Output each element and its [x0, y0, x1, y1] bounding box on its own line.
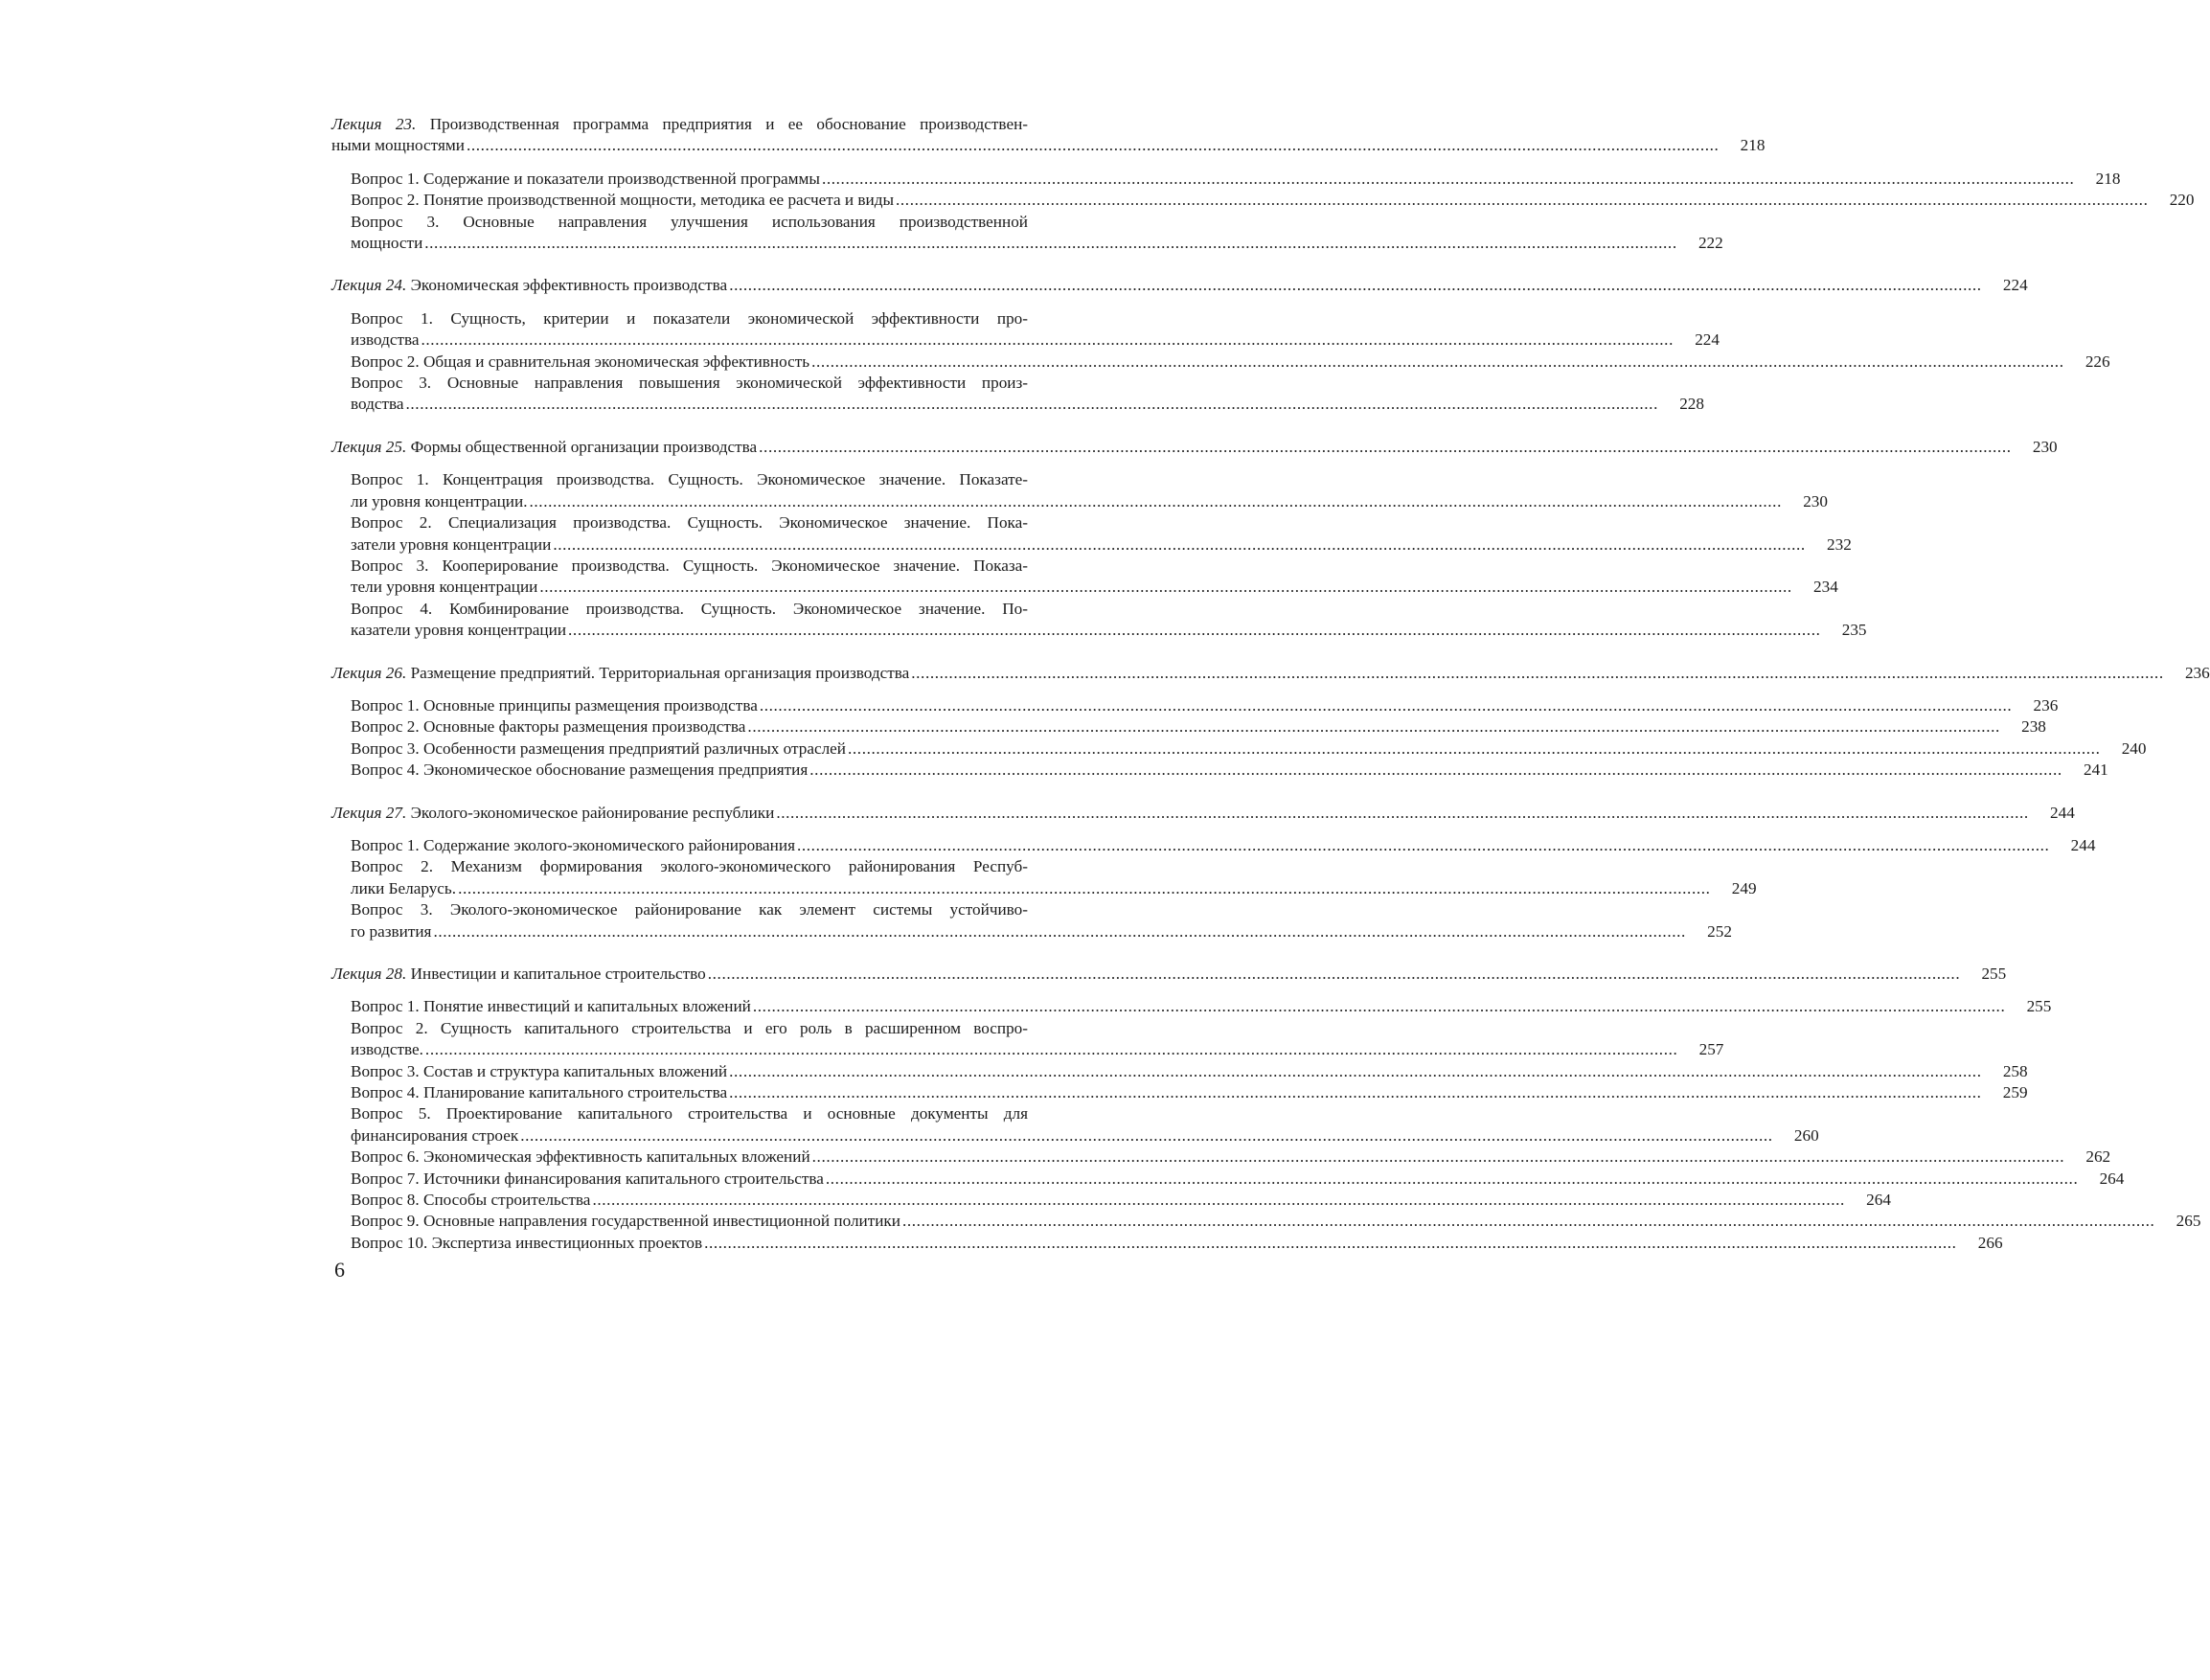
question-line	[351, 1211, 2201, 1232]
lecture-block	[331, 437, 2058, 642]
entry-title: Инвестиции и капитальное строительство	[410, 965, 706, 983]
dot-leader: ...........................................................................................................................................................................................................................................................................	[424, 1040, 1678, 1059]
question-entry	[331, 1103, 1819, 1146]
dot-leader: ...........................................................................................................................................................................................................................................................................	[809, 761, 2062, 780]
question-entry	[331, 1233, 2003, 1254]
page-ref: 232	[1827, 534, 1852, 554]
entry-text	[331, 964, 706, 985]
question-line	[351, 190, 2195, 211]
lecture-label: Лекция 27.	[331, 803, 407, 822]
dot-leader: ...........................................................................................................................................................................................................................................................................	[821, 169, 2075, 188]
entry-text	[351, 1061, 727, 1082]
dot-leader: ...........................................................................................................................................................................................................................................................................	[553, 534, 1806, 554]
entry-title: финансирования строек	[351, 1125, 519, 1145]
entry-text	[351, 352, 809, 373]
entry-title: изводства	[351, 330, 420, 350]
page-ref: 265	[2176, 1212, 2201, 1231]
page-ref: 222	[1697, 234, 1723, 253]
dot-leader: ...........................................................................................................................................................................................................................................................................	[752, 997, 2006, 1016]
lecture-title: Производственная программа предприятия и ее обоснование производствен-	[429, 115, 1028, 133]
entry-title: Вопрос 8. Способы строительства	[351, 1191, 591, 1210]
dot-leader: ...........................................................................................................................................................................................................................................................................	[759, 437, 2012, 456]
dot-leader: ...........................................................................................................................................................................................................................................................................	[796, 835, 2050, 854]
page-ref: 266	[1977, 1233, 2003, 1252]
entry-title: Размещение предприятий. Территориальная организация производства	[410, 663, 910, 682]
page-ref: 236	[2033, 695, 2059, 715]
page-ref: 236	[2184, 663, 2210, 682]
dot-leader: ...........................................................................................................................................................................................................................................................................	[825, 1169, 2079, 1188]
question-line	[351, 169, 2121, 190]
dot-leader: ...........................................................................................................................................................................................................................................................................	[776, 803, 2029, 822]
question-line	[351, 695, 2059, 716]
entry-title: Экономическая эффективность производства	[410, 276, 728, 295]
question-entry	[331, 1169, 2125, 1190]
entry-text	[351, 1039, 423, 1060]
page-number: 6	[334, 1258, 345, 1282]
lecture-label: Лекция 25.	[331, 437, 407, 456]
question-entry	[331, 352, 2110, 373]
lecture-title-line	[331, 135, 1766, 156]
page-ref: 220	[2169, 191, 2195, 210]
lecture-block	[331, 114, 2195, 254]
dot-leader: ...........................................................................................................................................................................................................................................................................	[707, 965, 1961, 983]
entry-title: изводстве.	[351, 1040, 423, 1059]
question-line	[351, 996, 2052, 1017]
question-entry	[331, 738, 2147, 760]
entry-title: казатели уровня концентрации	[351, 621, 567, 640]
entry-title: водства	[351, 395, 404, 414]
lecture-title-line	[331, 964, 2007, 985]
entry-text	[351, 1169, 824, 1190]
entry-title: Вопрос 4. Экономическое обоснование размещения предприятия	[351, 761, 809, 780]
dot-leader: ...........................................................................................................................................................................................................................................................................	[729, 1083, 1982, 1102]
lecture-title-line	[331, 437, 2058, 458]
question-line	[351, 233, 1723, 254]
entry-title: Вопрос 2. Общая и сравнительная экономическая эффективность	[351, 352, 810, 371]
page-ref: 260	[1793, 1125, 1819, 1145]
entry-text	[351, 169, 820, 190]
page-ref: 240	[2121, 738, 2147, 758]
dot-leader: ...........................................................................................................................................................................................................................................................................	[747, 717, 2000, 737]
entry-text	[351, 491, 528, 512]
entry-text	[351, 1082, 727, 1103]
entry-title: Вопрос 2. Основные факторы размещения производства	[351, 717, 746, 737]
question-entry	[331, 1082, 2028, 1103]
lecture-title-line	[331, 803, 2075, 824]
lecture-heading	[331, 663, 2210, 684]
question-line	[351, 1039, 1724, 1060]
entry-title: Вопрос 6. Экономическая эффективность капитальных вложений	[351, 1147, 810, 1167]
question-line: Вопрос 1. Концентрация производства. Сущность. Экономическое значение. Показате-	[351, 470, 1028, 489]
dot-leader: ...........................................................................................................................................................................................................................................................................	[704, 1233, 1957, 1252]
question-entry	[331, 760, 2108, 781]
entry-title: Вопрос 10. Экспертиза инвестиционных проектов	[351, 1233, 703, 1252]
dot-leader: ...........................................................................................................................................................................................................................................................................	[424, 234, 1677, 253]
question-line	[351, 1125, 1819, 1146]
lecture-block	[331, 275, 2110, 415]
question-line: Вопрос 1. Сущность, критерии и показатели экономической эффективности про-	[351, 308, 1028, 328]
entry-text	[351, 996, 751, 1017]
dot-leader: ...........................................................................................................................................................................................................................................................................	[520, 1125, 1773, 1145]
entry-text	[331, 663, 909, 684]
entry-title: Вопрос 1. Основные принципы размещения производства	[351, 695, 758, 715]
entry-text	[351, 835, 795, 856]
lecture-label: Лекция 24.	[331, 276, 407, 295]
question-entry	[331, 1146, 2111, 1168]
question-line: Вопрос 2. Механизм формирования эколого-экономического районирования Респуб-	[351, 857, 1028, 876]
lecture-title-line	[331, 275, 2028, 296]
table-of-contents	[331, 114, 2210, 1254]
question-entry	[331, 899, 1732, 942]
dot-leader: ...........................................................................................................................................................................................................................................................................	[433, 921, 1686, 941]
question-entry	[331, 996, 2052, 1017]
question-line	[351, 835, 2096, 856]
lecture-heading	[331, 114, 1766, 157]
entry-text	[351, 878, 456, 899]
question-entry	[331, 212, 1723, 255]
question-line	[351, 760, 2108, 781]
question-entry	[331, 695, 2059, 716]
lecture-block	[331, 663, 2210, 782]
question-entry	[331, 512, 1852, 556]
lecture-heading	[331, 275, 2028, 296]
entry-text	[331, 803, 774, 824]
question-line	[351, 1233, 2003, 1254]
page-ref: 258	[2002, 1061, 2028, 1080]
entry-title: тели уровня концентрации	[351, 578, 538, 597]
page-ref: 224	[1695, 330, 1720, 350]
question-entry	[331, 1211, 2201, 1232]
entry-text	[351, 233, 422, 254]
lecture-label: Лекция 23.	[331, 115, 417, 133]
question-line	[351, 534, 1852, 556]
entry-text	[331, 437, 757, 458]
entry-text	[351, 394, 404, 415]
page-ref: 224	[2002, 276, 2028, 295]
question-line: Вопрос 5. Проектирование капитального строительства и основные документы для	[351, 1104, 1028, 1124]
entry-text	[351, 534, 551, 556]
page-ref: 249	[1731, 878, 1757, 897]
page-ref: 234	[1813, 578, 1838, 597]
entry-text	[351, 1190, 590, 1211]
question-line	[351, 878, 1757, 899]
question-entry	[331, 373, 1704, 416]
entry-text	[351, 577, 537, 598]
page-ref: 218	[2095, 169, 2121, 188]
page-ref: 257	[1698, 1040, 1724, 1059]
question-entry	[331, 716, 2046, 738]
entry-title: Формы общественной организации производства	[410, 437, 758, 456]
page-ref: 255	[2026, 997, 2052, 1016]
question-entry	[331, 599, 1867, 642]
dot-leader: ...........................................................................................................................................................................................................................................................................	[848, 738, 2101, 758]
entry-title: Вопрос 1. Содержание и показатели производственной программы	[351, 169, 820, 188]
entry-text	[351, 190, 894, 211]
entry-text	[331, 275, 727, 296]
question-line	[351, 1169, 2125, 1190]
question-line: Вопрос 4. Комбинирование производства. Сущность. Экономическое значение. По-	[351, 599, 1028, 618]
entry-text	[351, 760, 808, 781]
entry-title: Вопрос 3. Состав и структура капитальных вложений	[351, 1061, 728, 1080]
entry-title: Вопрос 2. Понятие производственной мощности, методика ее расчета и виды	[351, 191, 894, 210]
entry-text	[351, 1146, 810, 1168]
entry-text	[351, 738, 846, 760]
entry-text	[351, 921, 431, 942]
question-line	[351, 738, 2147, 760]
lecture-label: Лекция 28.	[331, 965, 407, 983]
page-ref: 244	[2050, 803, 2075, 822]
lecture-block	[331, 803, 2096, 942]
entry-title: затели уровня концентрации	[351, 534, 552, 554]
page-ref: 241	[2083, 761, 2108, 780]
page-ref: 226	[2085, 352, 2110, 371]
entry-title: мощности	[351, 234, 423, 253]
question-entry	[331, 1190, 1891, 1211]
dot-leader: ...........................................................................................................................................................................................................................................................................	[729, 1061, 1982, 1080]
page-ref: 262	[2085, 1147, 2111, 1167]
entry-text	[351, 1125, 518, 1146]
question-line: Вопрос 2. Сущность капитального строительства и его роль в расширенном воспро-	[351, 1018, 1028, 1037]
lecture-heading	[331, 964, 2007, 985]
entry-title: го развития	[351, 921, 432, 941]
question-line	[351, 620, 1867, 641]
entry-title: лики Беларусь.	[351, 878, 457, 897]
question-entry	[331, 1018, 1724, 1061]
entry-title: Вопрос 9. Основные направления государственной инвестиционной политики	[351, 1212, 900, 1231]
dot-leader: ...........................................................................................................................................................................................................................................................................	[568, 621, 1821, 640]
entry-title: Эколого-экономическое районирование республики	[410, 803, 775, 822]
page-ref: 255	[1981, 965, 2007, 983]
entry-title: Вопрос 7. Источники финансирования капитального строительства	[351, 1169, 824, 1188]
page-ref: 230	[2032, 437, 2058, 456]
entry-text	[351, 620, 566, 641]
page-ref: 235	[1841, 621, 1867, 640]
question-entry	[331, 835, 2096, 856]
dot-leader: ...........................................................................................................................................................................................................................................................................	[458, 878, 1711, 897]
dot-leader: ...........................................................................................................................................................................................................................................................................	[539, 578, 1792, 597]
entry-title: Вопрос 3. Особенности размещения предприятий различных отраслей	[351, 738, 847, 758]
entry-title: ными мощностями	[331, 136, 465, 155]
question-entry	[331, 169, 2121, 190]
question-line: Вопрос 3. Эколого-экономическое районирование как элемент системы устойчиво-	[351, 900, 1028, 919]
question-line: Вопрос 2. Специализация производства. Сущность. Экономическое значение. Пока-	[351, 513, 1028, 533]
dot-leader: ...........................................................................................................................................................................................................................................................................	[901, 1212, 2155, 1231]
lecture-title-line	[331, 114, 1074, 135]
question-entry	[331, 308, 1720, 352]
question-line	[351, 921, 1732, 942]
lecture-block	[331, 964, 2201, 1254]
entry-title: Вопрос 1. Содержание эколого-экономического районирования	[351, 835, 795, 854]
question-line	[351, 329, 1720, 351]
dot-leader: ...........................................................................................................................................................................................................................................................................	[896, 191, 2149, 210]
dot-leader: ...........................................................................................................................................................................................................................................................................	[811, 352, 2064, 371]
question-line: Вопрос 3. Основные направления повышения экономической эффективности произ-	[351, 374, 1028, 393]
page-ref: 244	[2070, 835, 2096, 854]
question-line	[351, 491, 1828, 512]
page-ref: 228	[1679, 395, 1704, 414]
page-ref: 264	[2099, 1169, 2125, 1188]
lecture-label: Лекция 26.	[331, 663, 407, 682]
question-line	[351, 1146, 2111, 1168]
entry-text	[331, 135, 465, 156]
page-ref: 264	[1866, 1191, 1891, 1210]
entry-title: ли уровня концентрации.	[351, 491, 528, 511]
question-line	[351, 1082, 2028, 1103]
page-ref: 259	[2002, 1083, 2028, 1102]
entry-text	[351, 329, 420, 351]
dot-leader: ...........................................................................................................................................................................................................................................................................	[759, 695, 2013, 715]
question-line	[351, 1061, 2028, 1082]
question-entry	[331, 190, 2195, 211]
question-entry	[331, 856, 1757, 899]
question-line	[351, 577, 1838, 598]
page-ref: 230	[1803, 491, 1828, 511]
dot-leader: ...........................................................................................................................................................................................................................................................................	[592, 1191, 1845, 1210]
lecture-heading	[331, 437, 2058, 458]
question-line: Вопрос 3. Кооперирование производства. Сущность. Экономическое значение. Показа-	[351, 556, 1028, 575]
question-line	[351, 394, 1704, 415]
dot-leader: ...........................................................................................................................................................................................................................................................................	[421, 330, 1674, 350]
question-line	[351, 352, 2110, 373]
question-line: Вопрос 3. Основные направления улучшения использования производственной	[351, 212, 1028, 231]
question-line	[351, 1190, 1891, 1211]
dot-leader: ...........................................................................................................................................................................................................................................................................	[466, 136, 1720, 155]
page-ref: 252	[1707, 921, 1732, 941]
dot-leader: ...........................................................................................................................................................................................................................................................................	[911, 663, 2164, 682]
entry-text	[351, 1211, 900, 1232]
entry-text	[351, 1233, 702, 1254]
entry-title: Вопрос 1. Понятие инвестиций и капитальных вложений	[351, 997, 751, 1016]
page-ref: 238	[2021, 717, 2046, 737]
lecture-heading	[331, 803, 2075, 824]
entry-title: Вопрос 4. Планирование капитального строительства	[351, 1083, 728, 1102]
lecture-title-line	[331, 663, 2210, 684]
entry-text	[351, 716, 745, 738]
dot-leader: ...........................................................................................................................................................................................................................................................................	[729, 276, 1982, 295]
page-ref: 218	[1740, 136, 1766, 155]
question-line	[351, 716, 2046, 738]
dot-leader: ...........................................................................................................................................................................................................................................................................	[811, 1147, 2065, 1167]
question-entry	[331, 1061, 2028, 1082]
dot-leader: ...........................................................................................................................................................................................................................................................................	[529, 491, 1782, 511]
entry-text	[351, 695, 758, 716]
dot-leader: ...........................................................................................................................................................................................................................................................................	[405, 395, 1658, 414]
question-entry	[331, 556, 1838, 599]
question-entry	[331, 469, 1828, 512]
